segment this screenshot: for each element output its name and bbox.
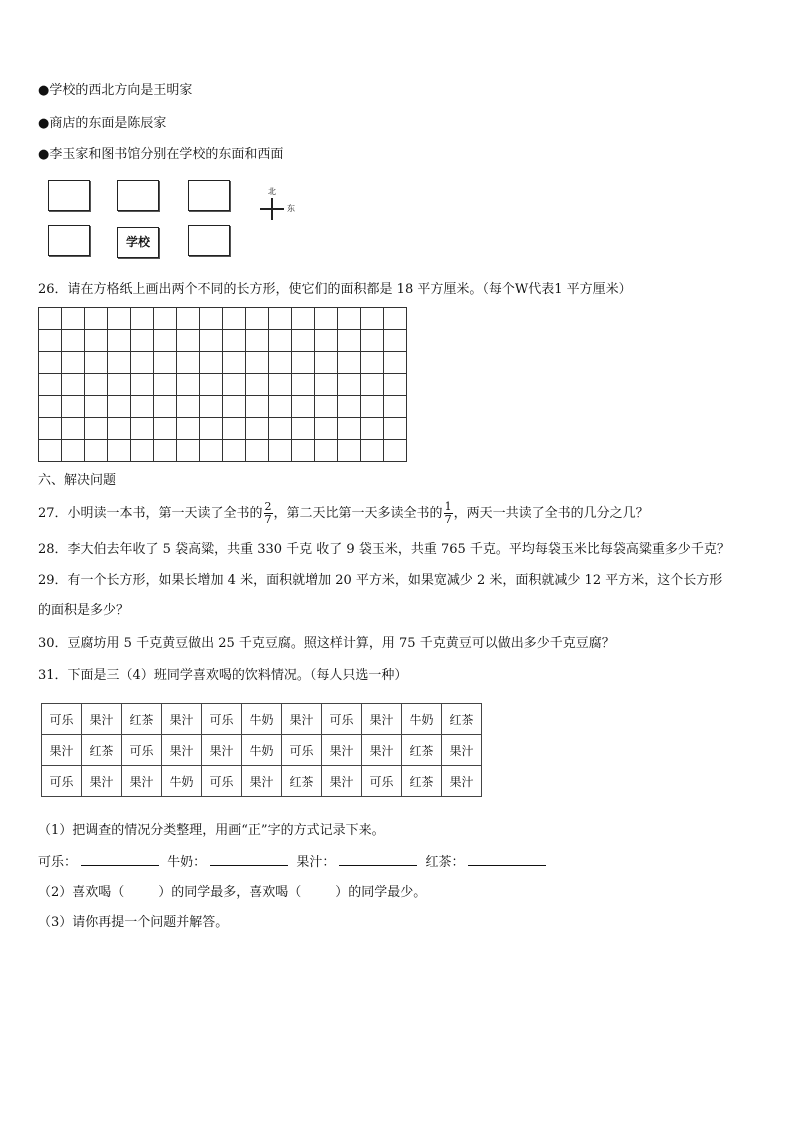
question-27 — [38, 501, 649, 527]
grid-cell[interactable] — [338, 374, 361, 396]
grid-row — [39, 374, 407, 396]
table-cell: 果汁 — [42, 735, 82, 766]
grid-cell[interactable] — [177, 308, 200, 330]
grid-cell[interactable] — [315, 374, 338, 396]
question-29-line-2: 的面积是多少？ — [38, 603, 130, 618]
table-cell: 果汁 — [122, 766, 162, 797]
grid-cell[interactable] — [200, 374, 223, 396]
grid-cell[interactable] — [269, 396, 292, 418]
question-28: 28．李大伯去年收了 5 袋高粱，共重 330 千克 收了 9 袋玉米，共重 765 千克。平均每袋玉米比每袋高粱重多少千克？ — [38, 542, 730, 557]
sub-question-3: （3）请你再提一个问题并解答。 — [38, 915, 229, 930]
grid-cell[interactable] — [315, 396, 338, 418]
grid-cell[interactable] — [131, 352, 154, 374]
table-cell: 可乐 — [322, 704, 362, 735]
grid-cell[interactable] — [200, 352, 223, 374]
tally-milk-blank[interactable] — [210, 853, 288, 866]
grid-cell[interactable] — [62, 440, 85, 462]
grid-row — [39, 440, 407, 462]
table-cell: 果汁 — [442, 735, 482, 766]
grid-cell[interactable] — [269, 308, 292, 330]
grid-cell[interactable] — [223, 308, 246, 330]
grid-cell[interactable] — [361, 330, 384, 352]
grid-cell[interactable] — [200, 330, 223, 352]
grid-cell[interactable] — [154, 418, 177, 440]
question-27-part-a: 27．小明读一本书，第一天读了全书的 — [38, 506, 263, 521]
grid-cell[interactable] — [62, 418, 85, 440]
grid-cell[interactable] — [154, 352, 177, 374]
grid-cell[interactable] — [384, 352, 407, 374]
grid-cell[interactable] — [292, 396, 315, 418]
grid-cell[interactable] — [223, 418, 246, 440]
grid-cell[interactable] — [361, 308, 384, 330]
table-cell: 可乐 — [122, 735, 162, 766]
table-cell: 红茶 — [402, 735, 442, 766]
grid-cell[interactable] — [85, 330, 108, 352]
grid-row — [39, 352, 407, 374]
table-cell: 红茶 — [442, 704, 482, 735]
grid-cell[interactable] — [269, 374, 292, 396]
grid-cell[interactable] — [361, 396, 384, 418]
grid-cell[interactable] — [384, 396, 407, 418]
compass-east-label: 东 — [287, 204, 295, 213]
grid-cell[interactable] — [131, 330, 154, 352]
grid-cell[interactable] — [177, 396, 200, 418]
grid-cell[interactable] — [177, 374, 200, 396]
compass-icon — [256, 186, 306, 232]
table-cell: 可乐 — [282, 735, 322, 766]
map-box-northwest — [48, 180, 90, 211]
grid-row — [39, 308, 407, 330]
fraction-two-sevenths: $\frac{2}{7}$ — [264, 500, 272, 526]
clue-2: ●商店的东面是陈辰家 — [38, 116, 167, 131]
sub-question-2-part-b: ）的同学最多，喜欢喝（ — [158, 885, 302, 900]
compass-north-label: 北 — [268, 187, 276, 196]
grid-cell[interactable] — [361, 352, 384, 374]
table-cell: 红茶 — [282, 766, 322, 797]
grid-cell[interactable] — [246, 308, 269, 330]
grid-cell[interactable] — [384, 418, 407, 440]
grid-cell[interactable] — [223, 396, 246, 418]
grid-cell[interactable] — [62, 330, 85, 352]
grid-cell[interactable] — [361, 440, 384, 462]
grid-cell[interactable] — [246, 374, 269, 396]
table-cell: 果汁 — [322, 766, 362, 797]
table-cell: 牛奶 — [402, 704, 442, 735]
grid-cell[interactable] — [292, 330, 315, 352]
square-grid-paper[interactable] — [38, 307, 407, 462]
grid-cell[interactable] — [384, 330, 407, 352]
grid-cell[interactable] — [85, 352, 108, 374]
grid-cell[interactable] — [338, 396, 361, 418]
table-cell: 牛奶 — [242, 704, 282, 735]
grid-cell[interactable] — [154, 440, 177, 462]
grid-cell[interactable] — [200, 396, 223, 418]
tally-milk-label: 牛奶： — [167, 855, 207, 870]
grid-cell[interactable] — [384, 374, 407, 396]
grid-cell[interactable] — [315, 352, 338, 374]
grid-cell[interactable] — [85, 396, 108, 418]
grid-cell[interactable] — [39, 330, 62, 352]
table-row — [42, 766, 482, 797]
tally-juice-label: 果汁： — [296, 855, 336, 870]
sub-question-1: （1）把调查的情况分类整理，用画“正”字的方式记录下来。 — [38, 823, 385, 838]
grid-cell[interactable] — [315, 308, 338, 330]
table-cell: 果汁 — [162, 735, 202, 766]
sub-question-2-part-a: （2）喜欢喝（ — [38, 885, 125, 900]
map-box-northeast — [188, 180, 230, 211]
map-box-school — [117, 227, 159, 258]
question-31: 31．下面是三（4）班同学喜欢喝的饮料情况。（每人只选一种） — [38, 668, 408, 683]
grid-cell[interactable] — [315, 418, 338, 440]
grid-cell[interactable] — [177, 330, 200, 352]
grid-cell[interactable] — [246, 352, 269, 374]
grid-cell[interactable] — [62, 374, 85, 396]
table-cell: 可乐 — [362, 766, 402, 797]
table-cell: 牛奶 — [242, 735, 282, 766]
grid-cell[interactable] — [338, 440, 361, 462]
grid-cell[interactable] — [361, 418, 384, 440]
sub-question-2 — [38, 884, 426, 902]
grid-cell[interactable] — [315, 330, 338, 352]
grid-cell[interactable] — [177, 352, 200, 374]
table-cell: 牛奶 — [162, 766, 202, 797]
grid-cell[interactable] — [384, 440, 407, 462]
grid-cell[interactable] — [200, 418, 223, 440]
tally-row — [38, 853, 550, 872]
table-cell: 果汁 — [82, 704, 122, 735]
grid-cell[interactable] — [131, 374, 154, 396]
question-27-part-c: ，两天一共读了全书的几分之几？ — [453, 506, 649, 521]
grid-cell[interactable] — [246, 330, 269, 352]
grid-row — [39, 330, 407, 352]
grid-cell[interactable] — [39, 418, 62, 440]
grid-cell[interactable] — [384, 308, 407, 330]
table-cell: 果汁 — [282, 704, 322, 735]
grid-cell[interactable] — [108, 374, 131, 396]
grid-cell[interactable] — [269, 440, 292, 462]
section-title: 六、解决问题 — [38, 473, 117, 488]
table-cell: 可乐 — [202, 704, 242, 735]
grid-cell[interactable] — [85, 374, 108, 396]
tally-cola-blank[interactable] — [81, 853, 159, 866]
grid-cell[interactable] — [85, 418, 108, 440]
grid-cell[interactable] — [131, 396, 154, 418]
grid-cell[interactable] — [269, 330, 292, 352]
grid-cell[interactable] — [131, 440, 154, 462]
grid-cell[interactable] — [177, 440, 200, 462]
table-cell: 可乐 — [202, 766, 242, 797]
table-cell: 果汁 — [322, 735, 362, 766]
grid-cell[interactable] — [200, 308, 223, 330]
fraction-one-seventh: $\frac{1}{7}$ — [444, 500, 452, 526]
table-row — [42, 704, 482, 735]
sub-question-2-part-c: ）的同学最少。 — [335, 885, 427, 900]
grid-cell[interactable] — [62, 308, 85, 330]
grid-cell[interactable] — [200, 440, 223, 462]
grid-cell[interactable] — [154, 308, 177, 330]
grid-cell[interactable] — [269, 418, 292, 440]
grid-cell[interactable] — [108, 440, 131, 462]
table-cell: 果汁 — [202, 735, 242, 766]
tally-cola-label: 可乐： — [38, 855, 78, 870]
table-cell: 红茶 — [122, 704, 162, 735]
grid-cell[interactable] — [292, 352, 315, 374]
grid-cell[interactable] — [39, 440, 62, 462]
table-cell: 果汁 — [442, 766, 482, 797]
grid-cell[interactable] — [62, 352, 85, 374]
grid-cell[interactable] — [108, 330, 131, 352]
table-cell: 可乐 — [42, 704, 82, 735]
grid-cell[interactable] — [315, 440, 338, 462]
grid-cell[interactable] — [246, 418, 269, 440]
grid-cell[interactable] — [131, 308, 154, 330]
grid-cell[interactable] — [292, 374, 315, 396]
grid-row — [39, 396, 407, 418]
grid-cell[interactable] — [39, 396, 62, 418]
grid-cell[interactable] — [223, 374, 246, 396]
question-26: 26．请在方格纸上画出两个不同的长方形，使它们的面积都是 18 平方厘米。（每个W代表1 平方厘米） — [38, 282, 632, 297]
table-cell: 果汁 — [362, 704, 402, 735]
table-cell: 红茶 — [82, 735, 122, 766]
tally-tea-label: 红茶： — [425, 855, 465, 870]
grid-cell[interactable] — [223, 440, 246, 462]
grid-cell[interactable] — [39, 308, 62, 330]
drinks-survey-table — [41, 703, 482, 797]
grid-cell[interactable] — [154, 374, 177, 396]
grid-cell[interactable] — [269, 352, 292, 374]
grid-cell[interactable] — [108, 352, 131, 374]
grid-cell[interactable] — [85, 440, 108, 462]
table-cell: 红茶 — [402, 766, 442, 797]
school-label: 学校 — [125, 235, 150, 249]
grid-cell[interactable] — [85, 308, 108, 330]
question-29-line-1: 29．有一个长方形，如果长增加 4 米，面积就增加 20 平方米，如果宽减少 2 米，面积就减少 12 平方米，这个长方形 — [38, 573, 723, 588]
grid-cell[interactable] — [246, 440, 269, 462]
question-30: 30．豆腐坊用 5 千克黄豆做出 25 千克豆腐。照这样计算，用 75 千克黄豆可以做出多少千克豆腐？ — [38, 636, 615, 651]
grid-cell[interactable] — [292, 440, 315, 462]
grid-cell[interactable] — [292, 308, 315, 330]
grid-cell[interactable] — [108, 396, 131, 418]
clue-1: ●学校的西北方向是王明家 — [38, 83, 193, 98]
grid-cell[interactable] — [338, 308, 361, 330]
table-cell: 可乐 — [42, 766, 82, 797]
table-cell: 果汁 — [162, 704, 202, 735]
tally-tea-blank[interactable] — [468, 853, 546, 866]
grid-cell[interactable] — [108, 418, 131, 440]
grid-cell[interactable] — [154, 396, 177, 418]
grid-cell[interactable] — [338, 418, 361, 440]
grid-cell[interactable] — [223, 352, 246, 374]
grid-cell[interactable] — [338, 352, 361, 374]
grid-cell[interactable] — [177, 418, 200, 440]
grid-cell[interactable] — [39, 352, 62, 374]
tally-juice-blank[interactable] — [339, 853, 417, 866]
grid-cell[interactable] — [338, 330, 361, 352]
grid-cell[interactable] — [246, 396, 269, 418]
grid-cell[interactable] — [361, 374, 384, 396]
table-cell: 果汁 — [82, 766, 122, 797]
clue-3: ●李玉家和图书馆分别在学校的东面和西面 — [38, 147, 284, 162]
grid-cell[interactable] — [39, 374, 62, 396]
map-box-north — [117, 180, 159, 211]
grid-row — [39, 418, 407, 440]
grid-cell[interactable] — [131, 418, 154, 440]
grid-cell[interactable] — [108, 308, 131, 330]
question-27-part-b: ，第二天比第一天多读全书的 — [273, 506, 443, 521]
grid-cell[interactable] — [223, 330, 246, 352]
grid-cell[interactable] — [154, 330, 177, 352]
table-cell: 果汁 — [362, 735, 402, 766]
grid-cell[interactable] — [62, 396, 85, 418]
grid-cell[interactable] — [292, 418, 315, 440]
map-box-west — [48, 225, 90, 256]
map-box-east — [188, 225, 230, 256]
table-row — [42, 735, 482, 766]
table-cell: 果汁 — [242, 766, 282, 797]
